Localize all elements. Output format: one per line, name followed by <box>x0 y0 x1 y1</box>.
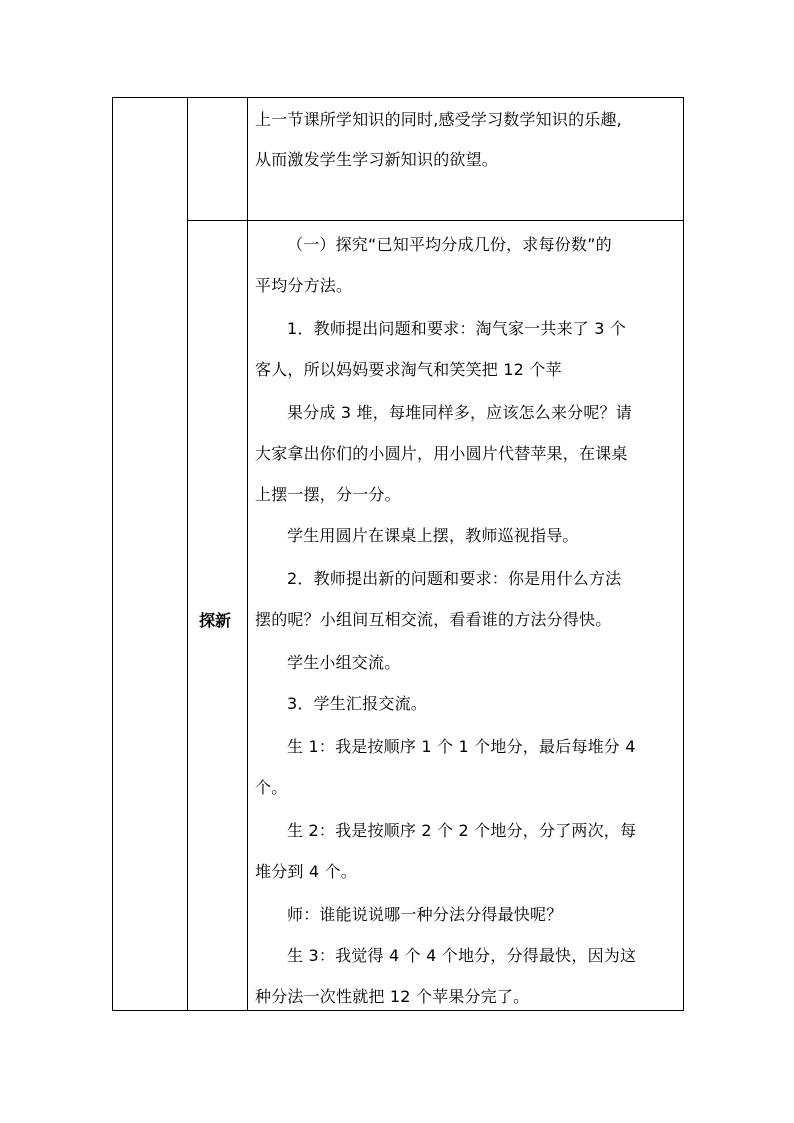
row2-text-line: 生 2：我是按顺序 2 个 2 个地分，分了两次，每 <box>287 821 637 840</box>
row2-text-line: 2．教师提出新的问题和要求：你是用什么方法 <box>287 569 622 588</box>
row-divider <box>187 220 683 221</box>
row2-text-line: 3．学生汇报交流。 <box>287 694 427 713</box>
row2-text-line: 大家拿出你们的小圆片，用小圆片代替苹果，在课桌 <box>255 444 628 463</box>
row2-text-line: 学生小组交流。 <box>287 653 401 672</box>
column-divider-2 <box>247 98 248 1010</box>
row2-text-line: 生 1：我是按顺序 1 个 1 个地分，最后每堆分 4 <box>287 737 636 756</box>
row2-text-line: 生 3：我觉得 4 个 4 个地分，分得最快，因为这 <box>287 946 637 965</box>
row2-text-line: 师：谁能说说哪一种分法分得最快呢？ <box>287 905 563 924</box>
row2-text-line: 果分成 3 堆，每堆同样多，应该怎么来分呢？请 <box>287 403 632 422</box>
row2-text-line: 学生用圆片在课桌上摆，教师巡视指导。 <box>287 526 579 545</box>
row2-text-line: 上摆一摆，分一分。 <box>255 485 401 504</box>
section-label: 探新 <box>199 611 232 630</box>
row2-text-line: 种分法一次性就把 12 个苹果分完了。 <box>255 987 530 1006</box>
column-divider-1 <box>187 98 188 1010</box>
row1-text-line-2: 从而激发学生学习新知识的欲望。 <box>255 150 499 169</box>
row2-text-line: 客人，所以妈妈要求淘气和笑笑把 12 个苹 <box>255 360 562 379</box>
row2-text-line: 摆的呢？小组间互相交流，看看谁的方法分得快。 <box>255 610 612 629</box>
row1-text-line-1: 上一节课所学知识的同时,感受学习数学知识的乐趣, <box>255 110 622 129</box>
row2-text-line: 平均分方法。 <box>255 276 353 295</box>
row2-text-line: 堆分到 4 个。 <box>255 862 357 881</box>
lesson-plan-table <box>112 97 684 1011</box>
row2-text-line: （一）探究“已知平均分成几份，求每份数”的 <box>287 235 612 254</box>
row2-text-line: 个。 <box>255 778 288 797</box>
row2-text-line: 1．教师提出问题和要求：淘气家一共来了 3 个 <box>287 319 627 338</box>
